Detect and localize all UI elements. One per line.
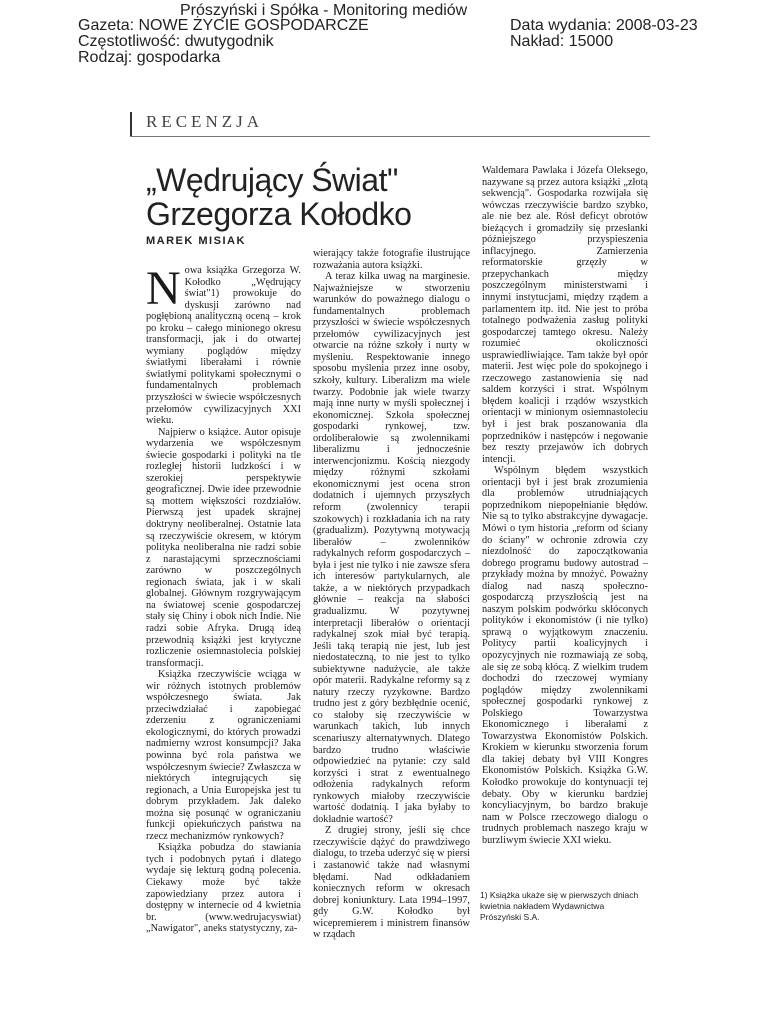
article-column-2: [313, 248, 470, 941]
article-title-line2: Grzegorza Kołodko: [146, 196, 412, 232]
paragraph: Waldemara Pawlaka i Józefa Oleksego, nazywane są przez autora książki „złotą sekwencją". Gospodarka rozwijała się wówczas rzeczywiście bardzo szybko, ale nie bez ale. Rósł deficyt obrotów bieżących i gromadziły się przesłanki późniejszego przyspieszenia inflacyjnego. Zamierzenia reformatorskie grzęzły w przepychankach między poszczególnym ministerstwami i innymi instytucjami, między rządem a parlamentem itp. itd. Nie jest to próba totalnego podważenia zasług polityki gospodarczej tamtego okresu. Należy rozumieć okoliczności usprawiedliwiające. Tam także był opór materii. Jest więc pole do spokojnego i rzeczowego zastanowienia się nad saldem korzyści i strat. Wspólnym błędem koalicji i rządów wszystkich orientacji w minionym osiemnastoleciu był i jest brak poszanowania dla poprzedników i następców i negowanie bez reszty przejawów ich dobrych intencji.: [482, 165, 648, 465]
paragraph: Książka pobudza do stawiania tych i podobnych pytań i dlatego wydaje się lekturą godną polecenia. Ciekawy może być także zapowiedziany przez autora i dostępny w internecie od 4 kwietnia br. (www.wedrujacyswiat) „Nawigator", aneks statystyczny, za-: [146, 842, 301, 935]
footnote: 1) Książka ukaże się w pierwszych dniach kwietnia nakładem Wydawnictwa Prószyński S.A.: [480, 890, 639, 922]
paragraph: Wspólnym błędem wszystkich orientacji był i jest brak zrozumienia dla problemów utrudniających poprzednikom niepopełnianie błędów. Nie są to tylko abstrakcyjne dywagacje. Mówi o tym historia „reform od ściany do ściany" w ochronie zdrowia czy niezdolność do zapoczątkowania dobrego programu budowy autostrad – przykłady można by mnożyć. Poważny dialog nad naszą społeczno-gospodarczą przyszłością jest na naszym polskim podwórku skłóconych polityków i ekonomistów (i nie tylko) sprawą o wyjątkowym znaczeniu. Politycy partii koalicyjnych i opozycyjnych nie rozmawiają ze sobą, ale się ze sobą kłócą. Z wielkim trudem dochodzi do rzeczowej wymiany poglądów między zwolennikami społecznej gospodarki rynkowej z Polskiego Towarzystwa Ekonomicznego i liberałami z Towarzystwa Ekonomistów Polskich. Krokiem w kierunku stworzenia forum dla takiej debaty był VIII Kongres Ekonomistów Polskich. Książka G.W. Kołodko prowokuje do kontynuacji tej debaty. Oby w kierunku bardziej koncyliacyjnym, bo bardzo brakuje nam w Polsce rzeczowego dialogu o trudnych problemach naszego kraju w burzliwym świecie XXI wieku.: [482, 465, 648, 846]
paragraph: wierający także fotografie ilustrujące rozważania autora książki.: [313, 248, 470, 271]
article-title-line1: „Wędrujący Świat": [146, 162, 398, 198]
header-data-wydania: Data wydania: 2008-03-23: [510, 17, 698, 34]
section-rule: [130, 136, 650, 137]
header-czestotliwosc: Częstotliwość: dwutygodnik: [78, 33, 274, 50]
paragraph: Książka rzeczywiście wciąga w wir różnych istotnych problemów współczesnego świata. Jak przeciwdziałać i zapobiegać zderzeniu z ograniczeniami ekologicznymi, do których prowadzi nadmierny wzrost konsumpcji? Jaka powinna być rola państwa we współczesnym świecie? Zwłaszcza w niektórych integrujących się regionach, a Unia Europejska jest tu dobrym przykładem. Jak daleko można się posunąć w ograniczaniu funkcji opiekuńczych państwa na rzecz mechanizmów rynkowych?: [146, 669, 301, 842]
drop-cap: N: [146, 262, 181, 315]
paragraph: Z drugiej strony, jeśli się chce rzeczywiście dążyć do prawdziwego dialogu, to trzeba uderzyć się w piersi i zastanowić także nad własnymi błędami. Nad odkładaniem koniecznych reform w okresach dobrej koniunktury. Lata 1994–1997, gdy G.W. Kołodko był wicepremierem i ministrem finansów w rządach: [313, 825, 470, 941]
header-gazeta: Gazeta: NOWE ŻYCIE GOSPODARCZE: [78, 17, 369, 34]
paragraph: [146, 262, 301, 427]
article-column-3: [482, 165, 648, 846]
paragraph: A teraz kilka uwag na marginesie. Najważniejsze w stworzeniu warunków do poważnego dialogu o fundamentalnych problemach przyszłości w świecie współczesnych przełomów cywilizacyjnych jest otwarcie na różne szkoły i nurty w myśleniu. Respektowanie innego sposobu myślenia przez inne osoby, szkoły, kultury. Liberalizm ma wiele twarzy. Podobnie jak wiele twarzy mają inne nurty w myśli społecznej i ekonomicznej. Szkoła społecznej gospodarki rynkowej, tzw. ordoliberałowie są zwolennikami liberalizmu i jednocześnie interwencjonizmu. Kością niezgody między różnymi szkołami ekonomicznymi jest ocena stron dodatnich i ujemnych przyszłych reform (zwolennicy terapii szokowych) i rozkładania ich na raty (gradualizm). Pozytywną motywacją liberałów – zwolenników radykalnych reform gospodarczych – była i jest nie tylko i nie zawsze sfera ich interesów partykularnych, ale także, a w niektórych przypadkach głównie – reakcja na słabości gradualizmu. W pozytywnej interpretacji liberałów o orientacji radykalnej szok miał być terapią. Jeśli taką terapią nie jest, lub jest niedostateczną, to nie jest to tylko subiektywne nadużycie, ale także opór materii. Radykalne reformy są z natury rzeczy ryzykowne. Bardzo trudno jest z góry bezbłędnie ocenić, co stałoby się rzeczywiście w warunkach takich, lub innych scenariuszy alternatywnych. Dlatego bardzo trudno właściwie odpowiedzieć na pytanie: czy sald korzyści i strat z ewentualnego odłożenia radykalnych reform rynkowych miałoby rzeczywiście wartość dodatnią. I jaka byłaby to dokładnie wartość?: [313, 271, 470, 825]
paragraph-text: owa książka Grzegorza W. Kołodko „Wędrujący świat"1) prowokuje do dyskusji zarówno nad pogłębioną analityczną oceną – krok po kroku – całego minionego okresu transformacji, jak i do otwartej wymiany poglądów między światłymi liberałami i równie światłymi politykami społecznymi o fundamentalnych problemach przyszłości w świecie współczesnych przełomów cywilizacyjnych XXI wieku.: [146, 265, 301, 427]
article-column-1: [146, 262, 301, 935]
header-source: Prószyński i Spółka - Monitoring mediów: [180, 2, 468, 19]
section-label: RECENZJA: [146, 112, 263, 131]
header-naklad: Nakład: 15000: [510, 33, 614, 50]
section-heading: [130, 112, 650, 136]
header-rodzaj: Rodzaj: gospodarka: [78, 49, 221, 66]
section-bar: [130, 112, 132, 136]
paragraph: Najpierw o książce. Autor opisuje wydarzenia we współczesnym świecie gospodarki i polityki na tle rozległej historii ludzkości i w szerokiej perspektywie geograficznej. Dwie idee przewodnie są mottem większości rozdziałów. Pierwszą jest upadek skrajnej doktryny neoliberalnej. Ostatnie lata są rzeczywiście okresem, w którym polityka neoliberalna nie radzi sobie z narastającymi sprzecznościami zarówno w poszczególnych regionach świata, jak i w skali globalnej. Głównym rozgrywającym na światowej scenie gospodarczej stały się Chiny i obok nich Indie. Nie radzi sobie Afryka. Drugą ideą przewodnią książki jest krytyczne rozliczenie osiemnastolecia polskiej transformacji.: [146, 426, 301, 669]
article-author: MAREK MISIAK: [146, 235, 246, 247]
